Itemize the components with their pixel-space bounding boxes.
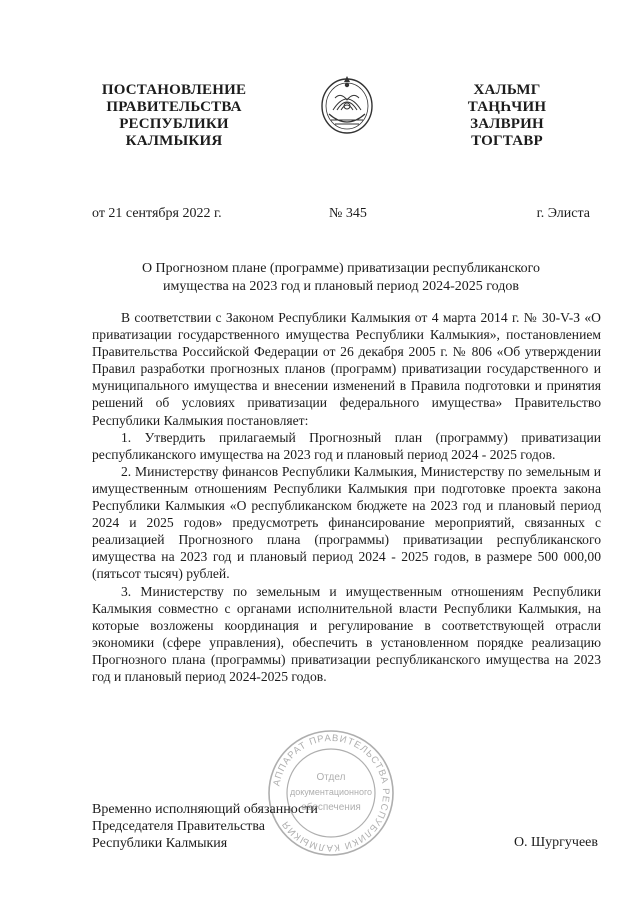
seal-center-line: документационного xyxy=(289,787,373,797)
signatory-name: О. Шургучеев xyxy=(513,835,598,850)
header-right-title xyxy=(455,82,559,150)
decree-title-line: имущества на 2023 год и плановый период 2024-2025 годов xyxy=(163,279,519,294)
decree-meta xyxy=(92,206,590,224)
header-left-line: КАЛМЫКИЯ xyxy=(125,133,223,149)
seal-ring-text-path: АППАРАТ ПРАВИТЕЛЬСТВА РЕСПУБЛИКИ КАЛМЫКИЯ xyxy=(271,732,392,854)
clause-paragraph: 3. Министерству по земельным и имущественным отношениям Республики Калмыкия совместно с органами исполнительной власти Республики Калмыкия, на которые возложены координация и регулирование в соответствующей отрасли экономики (сфере управления), обеспечить в установленном порядке реализацию Прогнозного плана (программы) приватизации республиканского имущества на 2023 год и плановый период 2024-2025 годов. xyxy=(92,583,601,684)
signatory-position xyxy=(92,801,318,852)
decree-city: г. Элиста xyxy=(536,206,590,221)
header-right-line: ТАҢҺЧИН xyxy=(467,99,547,115)
header-right-line: ТОГТАВР xyxy=(471,133,543,149)
header-right-line: ЗАЛВРИН xyxy=(470,116,544,132)
header-left-line: ПОСТАНОВЛЕНИЕ xyxy=(101,82,247,98)
decree-title-line: О Прогнозном плане (программе) приватизации республиканского xyxy=(141,261,541,276)
signatory-position-line: Республики Калмыкия xyxy=(92,836,228,851)
decree-title xyxy=(92,260,590,296)
clause-paragraph: 1. Утвердить прилагаемый Прогнозный план (программу) приватизации республиканского имущества на 2023 год и плановый период 2024 - 2025 годов. xyxy=(92,429,601,462)
decree-number: № 345 xyxy=(329,206,367,221)
decree-body xyxy=(92,309,601,685)
signatory-position-line: Временно исполняющий обязанности xyxy=(92,802,318,817)
header-right-line: ХАЛЬМГ xyxy=(473,82,541,98)
preamble-paragraph: В соответствии с Законом Республики Калмыкия от 4 марта 2014 г. № 30-V-З «О приватизации государственного имущества Республики Калмыкия», постановлением Правительства Российской Федерации от 26 декабря 2005 г. № 806 «Об утверждении Правил разработки прогнозных планов (программ) приватизации государственного и муниципального имущества и внесении изменений в Правила подготовки и принятия решений об условиях приватизации федерального имущества» Правительство Республики Калмыкия постановляет: xyxy=(92,310,601,428)
seal-center-line: Отдел xyxy=(316,772,346,783)
signatory-position-line: Председателя Правительства xyxy=(92,819,266,834)
clause-paragraph: 2. Министерству финансов Республики Калмыкия, Министерству по земельным и имущественным отношениям Республики Калмыкия при подготовке проекта закона Республики Калмыкия «О республиканском бюджете на 2023 год и плановый период 2024 и 2025 годов» предусмотреть финансирование мероприятий, связанных с реализацией Прогнозного плана (программы) приватизации республиканского имущества на 2023 год и плановый период 2024 - 2025 годов, в размере 500 000,00 (пятьсот тысяч) рублей. xyxy=(92,463,601,582)
header-left-line: ПРАВИТЕЛЬСТВА xyxy=(106,99,242,115)
kalmykia-emblem-icon xyxy=(319,70,375,136)
header-left-title xyxy=(92,82,256,150)
header-left-line: РЕСПУБЛИКИ xyxy=(119,116,229,132)
seal-center-line: обеспечения xyxy=(301,802,361,813)
decree-date: от 21 сентября 2022 г. xyxy=(92,206,222,221)
